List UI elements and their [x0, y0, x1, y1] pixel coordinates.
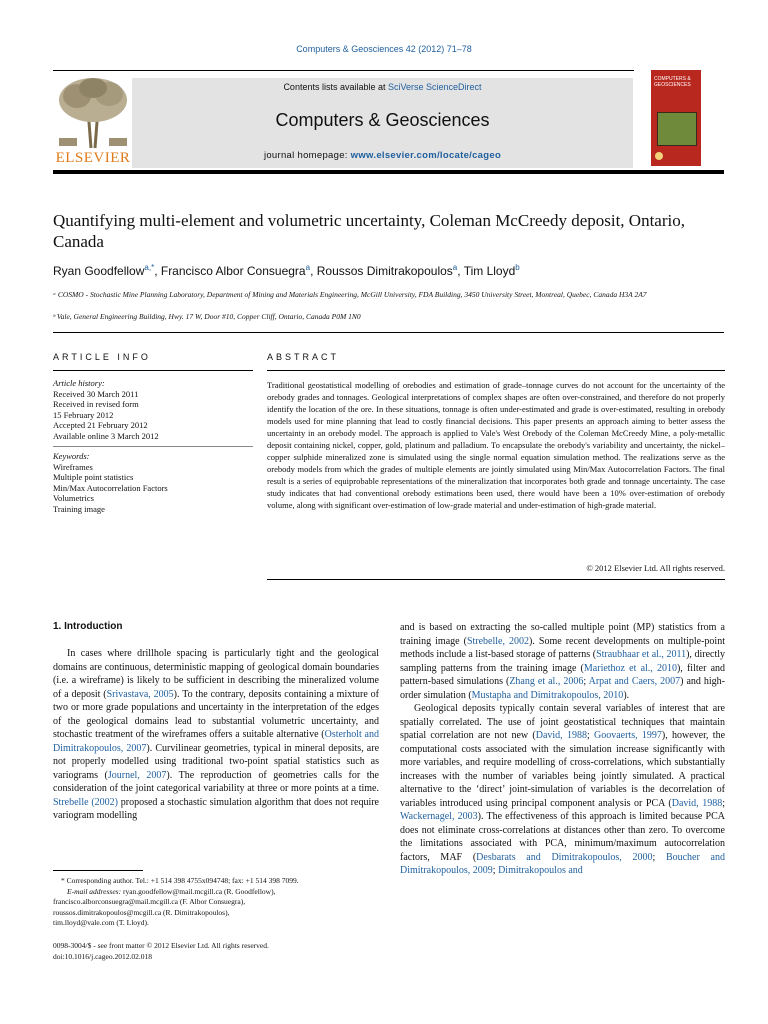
homepage-prefix: journal homepage:: [263, 150, 351, 161]
article-history: [53, 378, 253, 441]
citation-link[interactable]: Boucher and Dimitrakopoulos, 2009: [400, 851, 725, 876]
header-bottom-rule: [53, 170, 724, 174]
publisher-name: ELSEVIER: [55, 150, 131, 166]
paragraph-text: In cases where drillhole spacing is particularly tight and the geological domains are continuous, deterministic mapping of geological domain boundaries (i.e. a wireframe) is likely to be sufficient in describing the mineralized volume of a deposit (: [53, 648, 379, 700]
abstract-top-rule: [267, 370, 725, 371]
citation-link[interactable]: Journel, 2007: [107, 769, 167, 781]
section-separator: [53, 332, 724, 333]
author-affiliation-marker[interactable]: a,*: [144, 263, 155, 272]
cover-picture: [657, 112, 697, 146]
intro-paragraph-3: [400, 702, 725, 878]
author-affiliation-marker[interactable]: a: [452, 263, 458, 272]
contents-line: [132, 82, 633, 92]
author-name: Roussos Dimitrakopoulos: [316, 264, 453, 278]
keyword-item: Multiple point statistics: [53, 472, 134, 482]
article-info-rule: [53, 370, 253, 371]
abstract-copyright: © 2012 Elsevier Ltd. All rights reserved.: [586, 563, 725, 573]
email-address[interactable]: ryan.goodfellow@mail.mcgill.ca (R. Goodfellow),: [122, 886, 276, 896]
paragraph-text: ;: [492, 865, 499, 876]
citation-link[interactable]: Goovaerts, 1997: [594, 730, 662, 741]
citation-link[interactable]: David, 1988: [671, 797, 723, 809]
email-label: E-mail addresses:: [67, 886, 122, 896]
paragraph-text: ;: [586, 730, 595, 741]
elsevier-tree-icon: [53, 74, 133, 150]
keyword-item: Volumetrics: [53, 493, 94, 503]
front-matter-line: 0098-3004/$ - see front matter © 2012 Elsevier Ltd. All rights reserved.: [53, 941, 269, 950]
citation-link[interactable]: Dimitrakopoulos and: [498, 865, 583, 876]
intro-left-column: [53, 647, 379, 823]
history-item: Accepted 21 February 2012: [53, 420, 148, 430]
citation-link[interactable]: David, 1988: [535, 730, 587, 741]
footnotes: [53, 876, 383, 929]
doi-line[interactable]: doi:10.1016/j.cageo.2012.02.018: [53, 951, 152, 961]
citation-link[interactable]: Strebelle (2002): [53, 796, 118, 808]
keywords: [53, 451, 253, 514]
email-address[interactable]: francisco.alborconsuegra@mail.mcgill.ca (F. Albor Consuegra),: [53, 897, 246, 906]
contents-prefix: Contents lists available at: [283, 82, 388, 92]
paragraph-text: ) and high-order simulation (: [400, 676, 726, 701]
author-name: Francisco Albor Consuegra: [160, 264, 306, 278]
keywords-label: Keywords:: [53, 451, 90, 461]
journal-title: Computers & Geosciences: [275, 110, 490, 130]
history-item: Received 30 March 2011: [53, 388, 139, 399]
front-matter: [53, 941, 393, 962]
author-name: Tim Lloyd: [463, 264, 516, 278]
abstract-text: Traditional geostatistical modelling of orebodies and estimation of grade–tonnage curves do not account for the uncertainty of the orebody grades and tonnages. Geological interpretations of complex shapes are often over-constrained, and therefore do not properly identify the location of the ore. In these situations, tonnage is often under-estimated and grade is over-estimated, resulting in orebody models used for mine planning that lead to costly financial decisions. This paper presents an approach aiming to better assess the uncertainty in an orebody model. The approach is applied to Vale's West Orebody of the Coleman McCreedy Mine, a poly-metallic deposit containing nickel, copper, gold, platinum and palladium. To encapsulate the orebody's variability and uncertainty, the nickel–copper sulphide mineralized zone is simulated using the single normal equation simulation method. The realizations serve as the orebody models from which the grades of multiple elements are jointly simulated using Min/Max Autocorrelation Factors. The final result is a series of equiprobable representations of the mineralization that incorporates both grade and tonnage uncertainty. The case study indicates that had conventional orebody estimations been used, there would have been a 10% over-estimation of orebody volume, along with significant over-estimation of low-grade material and under-estimation of high-grade material.: [267, 380, 725, 510]
paragraph-text: ). Some recent developments on multiple-point methods include a list-based storage of patterns (: [400, 635, 725, 660]
footnote-rule: [53, 870, 143, 871]
corresponding-author-note: * Corresponding author. Tel.: +1 514 398 4755x094748; fax: +1 514 398 7099.: [61, 876, 299, 885]
cover-badge-icon: [655, 152, 663, 160]
homepage-link[interactable]: www.elsevier.com/locate/cageo: [350, 150, 502, 161]
cover-title: COMPUTERS & GEOSCIENCES: [654, 76, 691, 88]
citation-link[interactable]: Wackernagel, 2003: [400, 811, 478, 822]
citation-link[interactable]: Srivastava, 2005: [106, 688, 174, 700]
article-info-heading: ARTICLE INFO: [53, 352, 151, 362]
paragraph-text: proposed a stochastic simulation algorithm that does not require variogram modelling: [53, 796, 379, 821]
keyword-item: Wireframes: [53, 461, 93, 472]
history-item: Available online 3 March 2012: [53, 430, 159, 441]
citation-link[interactable]: Strebelle, 2002: [466, 635, 530, 647]
author-separator: ,: [457, 264, 464, 278]
intro-right-column: [400, 621, 725, 878]
article-title: Quantifying multi-element and volumetric uncertainty, Coleman McCreedy deposit, Ontario, Canada: [53, 211, 685, 251]
journal-reference[interactable]: Computers & Geosciences 42 (2012) 71–78: [296, 44, 472, 54]
paragraph-text: ). The reproduction of geometries calls for the consideration of the joint categorical variability at three or more points at a time.: [53, 769, 379, 794]
abstract-heading: ABSTRACT: [267, 352, 340, 362]
citation-link[interactable]: Straubhaar et al., 2011: [596, 649, 687, 660]
paragraph-text: ), filter and pattern-based simulations (: [400, 662, 726, 687]
header-top-rule: [53, 70, 634, 71]
affiliation-b: ᵇ Vale, General Engineering Building, Hwy. 17 W, Door #10, Copper Cliff, Ontario, Canada P0M 1N0: [53, 312, 361, 321]
journal-homepage: [132, 150, 633, 161]
author-name: Ryan Goodfellow: [53, 264, 145, 278]
citation-link[interactable]: Desbarats and Dimitrakopoulos, 2000: [476, 851, 653, 863]
journal-cover-image: [651, 70, 701, 166]
history-label: Article history:: [53, 378, 105, 388]
paragraph-text: and is based on extracting the so-called multiple point (MP) statistics from a training image (: [400, 622, 725, 647]
introduction-heading: 1. Introduction: [53, 621, 123, 632]
author-list: [53, 263, 520, 278]
paragraph-text: Geological deposits typically contain several variables of interest that are spatially correlated. The use of joint geostatistical techniques that maintain spatial correlation are not new (: [400, 703, 725, 741]
citation-link[interactable]: Osterholt and Dimitrakopoulos, 2007: [53, 729, 379, 754]
intro-paragraph-1: [53, 647, 379, 823]
paragraph-text: ;: [583, 676, 589, 687]
citation-link[interactable]: Zhang et al., 2006: [509, 676, 584, 687]
paragraph-text: ). The effectiveness of this approach is limited because PCA does not eliminate cross-correlations at distances other than zero. To overcome the limitations associated with PCA, minimum/maximum autocorrelation factors, MAF (: [400, 811, 725, 863]
email-address[interactable]: tim.lloyd@vale.com (T. Lloyd).: [53, 918, 149, 927]
paragraph-text: ), however, the computational costs associated with the simulation increase significantly with more variables, and require modelling of cross-correlations, which substantially increases with the number of variables being jointly simulated. A practical alternative to the ‘direct’ joint-simulation of variables is the decorrelation of variables introduced using principal component analysis or PCA (: [400, 730, 726, 809]
paragraph-text: ). Curvilinear geometries, typical in mineral deposits, are not properly modelled using traditional two-point spatial statistics such as variograms (: [53, 742, 380, 781]
citation-link[interactable]: Mariethoz et al., 2010: [583, 662, 677, 674]
paragraph-text: ). To the contrary, deposits containing a mixture of two or more grade populations and uncertainty in the interpretation of the edges of the geological domains lead to substantial volumetric uncertainty, and stochastic treatment of the wireframes offers a suitable alternative (: [53, 688, 379, 740]
sciencedirect-link[interactable]: SciVerse ScienceDirect: [388, 82, 482, 92]
history-item: Received in revised form: [53, 399, 139, 409]
abstract-bottom-rule: [267, 579, 725, 580]
citation-link[interactable]: Arpat and Caers, 2007: [588, 676, 681, 687]
email-address[interactable]: roussos.dimitrakopoulos@mcgill.ca (R. Dimitrakopoulos),: [53, 907, 230, 917]
author-affiliation-marker[interactable]: b: [515, 263, 520, 272]
keyword-item: Min/Max Autocorrelation Factors: [53, 482, 168, 493]
paragraph-text: ;: [652, 851, 666, 863]
history-item: 15 February 2012: [53, 409, 114, 420]
keywords-rule: [53, 446, 253, 447]
affiliation-a: ᵃ COSMO - Stochastic Mine Planning Laboratory, Department of Mining and Materials Engineering, McGill University, FDA Building, 3450 University Street, Montreal, Quebec, Canada H3A 2A7: [53, 290, 647, 299]
intro-paragraph-2: [400, 621, 725, 702]
paragraph-text: ;: [722, 797, 725, 809]
author-separator: ,: [154, 264, 161, 278]
author-affiliation-marker[interactable]: a: [305, 263, 311, 272]
paragraph-text: ), directly sampling patterns from the training image (: [400, 649, 726, 674]
email-line: [53, 887, 383, 898]
author-separator: ,: [310, 264, 317, 278]
paragraph-text: ).: [623, 689, 630, 701]
citation-link[interactable]: Mustapha and Dimitrakopoulos, 2010: [471, 689, 624, 701]
keyword-item: Training image: [53, 503, 105, 514]
